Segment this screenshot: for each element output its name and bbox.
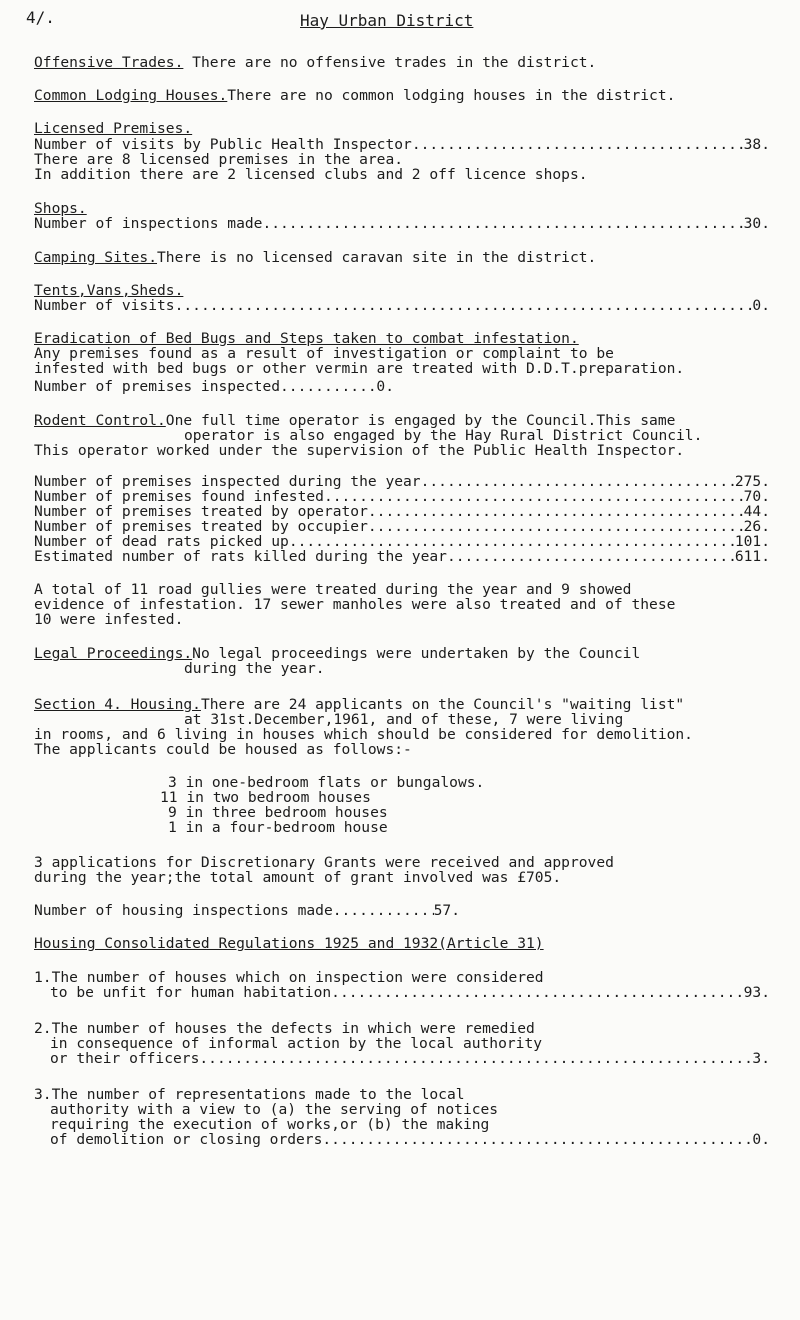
regulations-heading: Housing Consolidated Regulations 1925 and 1932(Article 31) <box>34 935 544 952</box>
shops-heading: Shops. <box>34 200 87 217</box>
page-title: Hay Urban District <box>300 11 474 30</box>
tents-value: 0. <box>752 297 770 314</box>
rodent-text-3: This operator worked under the supervision of the Public Health Inspector. <box>34 442 685 459</box>
housing-inspections-row <box>34 903 460 918</box>
housing-inspections-value: 57. <box>433 902 460 919</box>
rodent-stat-label: Number of premises treated by operator <box>34 503 368 520</box>
tents-heading: Tents,Vans,Sheds. <box>34 282 184 299</box>
regulations-item-1-value: 93. <box>743 984 770 1001</box>
legal-heading: Legal Proceedings. <box>34 645 193 662</box>
page-number: 4/. <box>26 8 55 27</box>
rodent-stat-row <box>34 504 770 519</box>
offensive-trades-heading: Offensive Trades. <box>34 54 184 71</box>
tents-label: Number of visits <box>34 297 175 314</box>
rodent-stat-value: 26. <box>743 518 770 535</box>
offensive-trades-text: There are no offensive trades in the district. <box>183 54 597 71</box>
licensed-visits-label: Number of visits by Public Health Inspector <box>34 136 412 153</box>
housing-text-4: The applicants could be housed as follows:- <box>34 741 412 758</box>
housing-text-1: There are 24 applicants on the Council's "waiting list" <box>200 696 685 713</box>
bedbugs-text-2: infested with bed bugs or other vermin are treated with D.D.T.preparation. <box>34 360 685 377</box>
legal-text-2: during the year. <box>184 660 325 677</box>
grants-text-1: 3 applications for Discretionary Grants were received and approved <box>34 854 614 871</box>
rodent-stat-row <box>34 474 770 489</box>
regulations-item-3-text-2: authority with a view to (a) the serving of notices <box>50 1101 499 1118</box>
rodent-text-1: One full time operator is engaged by the Council.This same <box>165 412 676 429</box>
rodent-stat-value: 275. <box>734 473 770 490</box>
regulations-item-2-text-2: in consequence of informal action by the local authority <box>50 1035 543 1052</box>
lodging-houses-heading: Common Lodging Houses. <box>34 87 228 104</box>
rodent-stat-value: 44. <box>743 503 770 520</box>
lodging-houses-text: There are no common lodging houses in the district. <box>227 87 676 104</box>
camping-heading: Camping Sites. <box>34 249 158 266</box>
housing-heading: Section 4. Housing. <box>34 696 201 713</box>
grants-text-2: during the year;the total amount of grant involved was £705. <box>34 869 562 886</box>
regulations-item-3-label: of demolition or closing orders <box>50 1131 323 1148</box>
legal-text-1: No legal proceedings were undertaken by the Council <box>192 645 641 662</box>
offensive-trades-line <box>34 55 596 70</box>
tents-row <box>34 298 770 313</box>
regulations-item-3-value: 0. <box>752 1131 770 1148</box>
bedbugs-inspected-label: Number of premises inspected <box>34 378 281 395</box>
rodent-stat-row <box>34 489 770 504</box>
shops-value: 30. <box>743 215 770 232</box>
camping-line <box>34 250 596 265</box>
rodent-stat-label: Number of dead rats picked up <box>34 533 289 550</box>
rodent-stat-value: 70. <box>743 488 770 505</box>
lodging-houses-line <box>34 88 675 103</box>
rodent-text-2: operator is also engaged by the Hay Rural District Council. <box>184 427 703 444</box>
licensed-premises-count: There are 8 licensed premises in the area. <box>34 151 404 168</box>
shops-row <box>34 216 770 231</box>
camping-text: There is no licensed caravan site in the district. <box>157 249 597 266</box>
regulations-item-3-text-1: 3.The number of representations made to the local <box>34 1086 465 1103</box>
regulations-item-2-row <box>50 1051 770 1066</box>
regulations-item-1-text: 1.The number of houses which on inspection were considered <box>34 969 544 986</box>
licensed-visits-row <box>34 137 770 152</box>
rodent-stat-row <box>34 534 770 549</box>
rodent-stat-label: Number of premises inspected during the year <box>34 473 421 490</box>
housing-text-2: at 31st.December,1961, and of these, 7 were living <box>184 711 624 728</box>
regulations-item-1-row <box>50 985 770 1000</box>
rodent-stat-label: Number of premises treated by occupier <box>34 518 368 535</box>
bedbugs-inspected-row <box>34 379 394 394</box>
licensed-premises-heading: Licensed Premises. <box>34 120 193 137</box>
housing-list-item: 3 in one-bedroom flats or bungalows. <box>168 774 485 791</box>
legal-line-1 <box>34 646 640 661</box>
housing-list-item: 9 in three bedroom houses <box>168 804 388 821</box>
rodent-stat-row <box>34 519 770 534</box>
housing-inspections-label: Number of housing inspections made <box>34 902 333 919</box>
bedbugs-inspected-value: 0. <box>376 378 394 395</box>
rodent-stat-row <box>34 549 770 564</box>
housing-list-item: 11 in two bedroom houses <box>160 789 371 806</box>
regulations-item-2-text-1: 2.The number of houses the defects in which were remedied <box>34 1020 535 1037</box>
shops-label: Number of inspections made <box>34 215 263 232</box>
bedbugs-heading: Eradication of Bed Bugs and Steps taken to combat infestation. <box>34 330 579 347</box>
rodent-stat-label: Estimated number of rats killed during the year <box>34 548 447 565</box>
rodent-line-1 <box>34 413 675 428</box>
housing-line-1 <box>34 697 684 712</box>
regulations-item-1-label: to be unfit for human habitation <box>50 984 332 1001</box>
rodent-heading: Rodent Control. <box>34 412 166 429</box>
regulations-item-3-text-3: requiring the execution of works,or (b) the making <box>50 1116 490 1133</box>
bedbugs-text-1: Any premises found as a result of investigation or complaint to be <box>34 345 614 362</box>
rodent-stat-value: 611. <box>734 548 770 565</box>
housing-list-item: 1 in a four-bedroom house <box>168 819 388 836</box>
regulations-item-3-row <box>50 1132 770 1147</box>
gullies-text-2: evidence of infestation. 17 sewer manholes were also treated and of these <box>34 596 676 613</box>
gullies-text-3: 10 were infested. <box>34 611 184 628</box>
licensed-visits-value: 38. <box>743 136 770 153</box>
rodent-stat-value: 101. <box>734 533 770 550</box>
rodent-stat-label: Number of premises found infested <box>34 488 324 505</box>
regulations-item-2-label: or their officers <box>50 1050 200 1067</box>
regulations-item-2-value: 3. <box>752 1050 770 1067</box>
gullies-text-1: A total of 11 road gullies were treated during the year and 9 showed <box>34 581 632 598</box>
licensed-clubs-line: In addition there are 2 licensed clubs and 2 off licence shops. <box>34 166 588 183</box>
housing-text-3: in rooms, and 6 living in houses which should be considered for demolition. <box>34 726 693 743</box>
